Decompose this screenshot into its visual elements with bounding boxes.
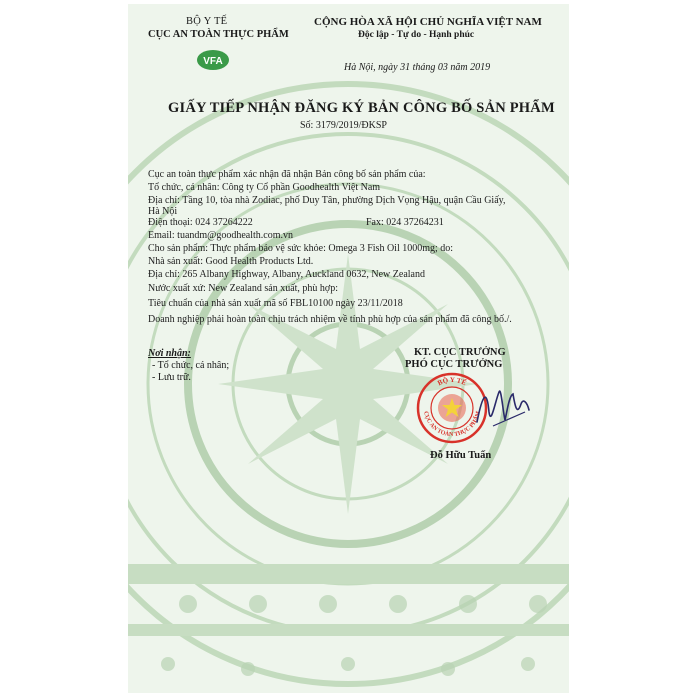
phone-line: Điện thoại: 024 37264222 <box>148 217 253 228</box>
country-name: CỘNG HÒA XÃ HỘI CHỦ NGHĨA VIỆT NAM <box>314 16 542 28</box>
product-line: Cho sản phẩm: Thực phẩm bảo vệ sức khỏe: Omega 3 Fish Oil 1000mg; do: <box>148 243 454 254</box>
signer-name: Đỗ Hữu Tuấn <box>430 450 492 461</box>
svg-text:BỘ Y TẾ: BỘ Y TẾ <box>436 375 468 388</box>
recipient-item: - Lưu trữ. <box>152 372 191 383</box>
recipients-title: Nơi nhận: <box>148 348 191 359</box>
ministry-name: BỘ Y TẾ <box>186 16 228 27</box>
manufacturer-address-line: Địa chỉ: 265 Albany Highway, Albany, Auckland 0632, New Zealand <box>148 269 425 280</box>
body-line: Địa chỉ: Tầng 10, tòa nhà Zodiac, phố Duy Tân, phường Dịch Vọng Hậu, quận Cầu Giấy, <box>148 195 506 206</box>
fax-line: Fax: 024 37264231 <box>366 217 444 228</box>
agency-name: CỤC AN TOÀN THỰC PHẨM <box>148 29 289 40</box>
handwritten-signature-icon <box>473 382 533 432</box>
svg-text:CỤC AN TOÀN THỰC PHẨM: CỤC AN TOÀN THỰC PHẨM <box>422 410 482 439</box>
body-line: Tổ chức, cá nhân: Công ty Cổ phần Goodhealth Việt Nam <box>148 182 381 193</box>
body-line: Hà Nội <box>148 206 178 217</box>
responsibility-line: Doanh nghiệp phải hoàn toàn chịu trách nhiệm về tính phù hợp của sản phẩm đã công bố./. <box>148 314 512 325</box>
signer-title-2: PHÓ CỤC TRƯỞNG <box>405 359 503 370</box>
document-number: Số: 3179/2019/ĐKSP <box>300 120 387 131</box>
national-motto: Độc lập - Tự do - Hạnh phúc <box>358 30 475 40</box>
email-line: Email: tuandm@goodhealth.com.vn <box>148 230 294 241</box>
body-line: Cục an toàn thực phẩm xác nhận đã nhận Bản công bố sản phẩm của: <box>148 169 426 180</box>
origin-line: Nước xuất xứ: New Zealand sản xuất, phù hợp: <box>148 283 338 294</box>
signer-title-1: KT. CỤC TRƯỞNG <box>414 347 506 358</box>
standard-line: Tiêu chuẩn của nhà sản xuất mã số FBL10100 ngày 23/11/2018 <box>148 298 403 309</box>
certificate-sheet <box>128 4 569 693</box>
manufacturer-line: Nhà sản xuất: Good Health Products Ltd. <box>148 256 314 267</box>
recipient-item: - Tổ chức, cá nhân; <box>152 360 230 371</box>
issue-date: Hà Nội, ngày 31 tháng 03 năm 2019 <box>344 62 491 73</box>
vfa-logo-icon <box>196 49 230 71</box>
document-title: GIẤY TIẾP NHẬN ĐĂNG KÝ BẢN CÔNG BỐ SẢN PHẨM <box>168 100 555 116</box>
svg-text:VFA: VFA <box>203 56 223 67</box>
